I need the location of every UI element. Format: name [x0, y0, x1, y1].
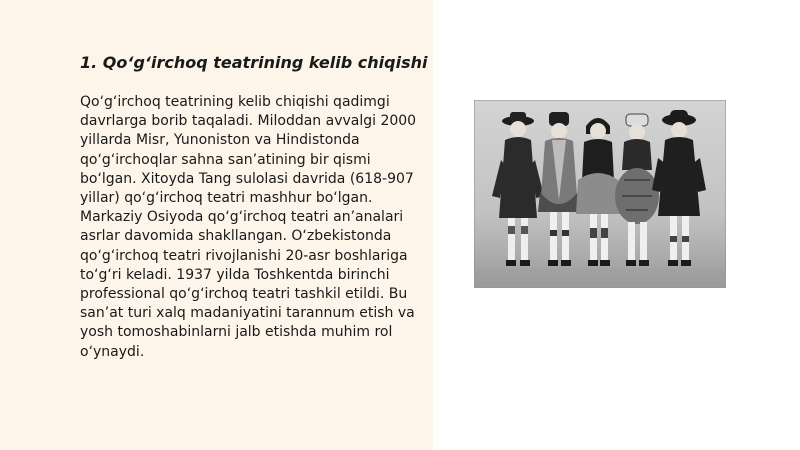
vintage-photo: [474, 100, 726, 288]
slide-title: 1. Qo‘g‘irchoq teatrining kelib chiqishi: [80, 53, 428, 72]
body-paragraph: Qo‘g‘irchoq teatrining kelib chiqishi qadimgi davrlarga borib taqaladi. Miloddan avvalgi 2000 yillarda Misr, Yunoniston va Hindistonda qo‘g‘irchoqlar sahna san’atining bir qismi bo‘lgan. Xitoyda Tang sulolasi davrida (618-907 yillar) qo‘g‘irchoq teatri mashhur bo‘lgan. Markaziy Osiyoda qo‘g‘irchoq teatri an’analari asrlar davomida shakllangan. O‘zbekistonda qo‘g‘irchoq teatri rivojlanishi 20-asr boshlariga to‘g‘ri keladi. 1937 yilda Toshkentda birinchi professional qo‘g‘irchoq teatri tashkil etildi. Bu san’at turi xalq madaniyatini tarannum etish va yosh tomoshabinlarni jalb etishda muhim rol o‘ynaydi.: [80, 94, 417, 360]
